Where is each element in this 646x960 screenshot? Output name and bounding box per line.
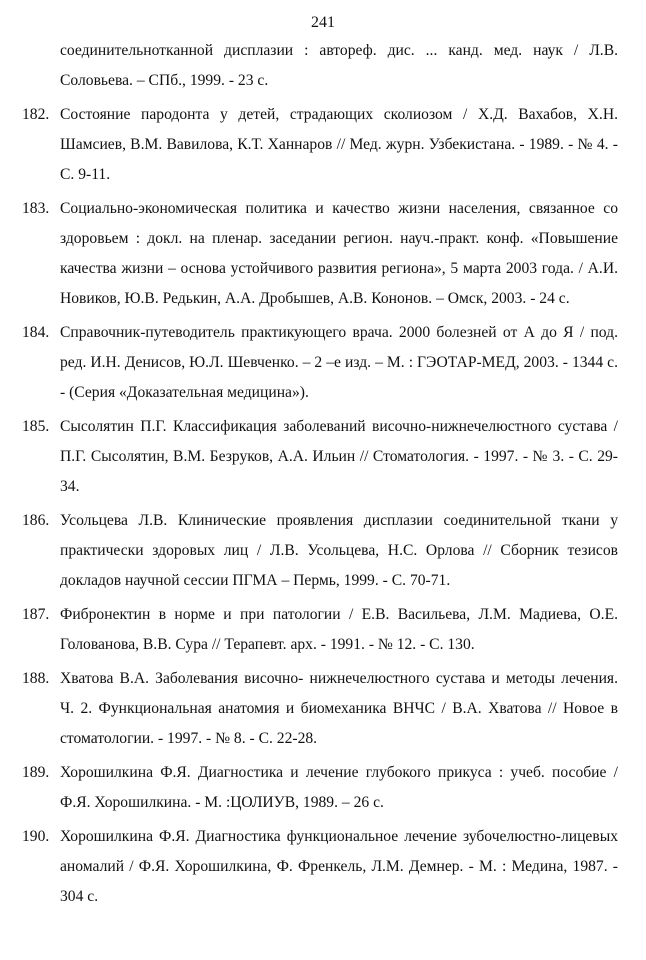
reference-text: Сысолятин П.Г. Классификация заболеваний височно-нижнечелюстного сустава / П.Г. Сысолятин, В.М. Безруков, А.А. Ильин // Стоматология. - 1997. - № 3. - С. 29-34.: [60, 418, 618, 495]
reference-text: соединительнотканной дисплазии : автореф. дис. ... канд. мед. наук / Л.В. Соловьева. – СПб., 1999. - 23 с.: [60, 42, 618, 89]
reference-item: [22, 194, 618, 314]
reference-text: Хватова В.А. Заболевания височно- нижнечелюстного сустава и методы лечения. Ч. 2. Функциональная анатомия и биомеханика ВНЧС / В.А. Хватова // Новое в стоматологии. - 1997. - № 8. - С. 22-28.: [60, 670, 618, 747]
reference-text: Хорошилкина Ф.Я. Диагностика и лечение глубокого прикуса : учеб. пособие / Ф.Я. Хорошилкина. - М. :ЦОЛИУВ, 1989. – 26 с.: [60, 764, 618, 811]
reference-text: Социально-экономическая политика и качество жизни населения, связанное со здоровьем : докл. на пленар. заседании регион. науч.-практ. конф. «Повышение качества жизни – основа устойчивого развития региона», 5 марта 2003 года. / А.И. Новиков, Ю.В. Редькин, А.А. Дробышев, А.В. Кононов. – Омск, 2003. - 24 с.: [60, 200, 618, 307]
reference-item: [22, 758, 618, 818]
reference-number: 188.: [22, 670, 50, 687]
reference-number: 184.: [22, 324, 50, 341]
reference-item: [22, 822, 618, 912]
reference-item: [22, 600, 618, 660]
reference-number: 190.: [22, 828, 50, 845]
reference-text: Фибронектин в норме и при патологии / Е.В. Васильева, Л.М. Мадиева, О.Е. Голованова, В.В. Сура // Терапевт. арх. - 1991. - № 12. - С. 130.: [60, 606, 618, 653]
reference-item: [22, 506, 618, 596]
reference-number: 185.: [22, 418, 50, 435]
reference-text: Состояние пародонта у детей, страдающих сколиозом / Х.Д. Вахабов, Х.Н. Шамсиев, В.М. Вавилова, К.Т. Ханнаров // Мед. журн. Узбекистана. - 1989. - № 4. - С. 9-11.: [60, 106, 618, 183]
reference-text: Хорошилкина Ф.Я. Диагностика функциональное лечение зубочелюстно-лицевых аномалий / Ф.Я. Хорошилкина, Ф. Френкель, Л.М. Демнер. - М. : Медина, 1987. - 304 с.: [60, 828, 618, 905]
reference-number: 186.: [22, 512, 50, 529]
reference-continuation: [22, 36, 618, 96]
reference-number: 189.: [22, 764, 50, 781]
reference-number: 183.: [22, 200, 50, 217]
reference-text: Усольцева Л.В. Клинические проявления дисплазии соединительной ткани у практически здоровых лиц / Л.В. Усольцева, Н.С. Орлова // Сборник тезисов докладов научной сессии ПГМА – Пермь, 1999. - С. 70-71.: [60, 512, 618, 589]
reference-list: [22, 36, 618, 916]
reference-text: Справочник-путеводитель практикующего врача. 2000 болезней от А до Я / под. ред. И.Н. Денисов, Ю.Л. Шевченко. – 2 –е изд. – М. : ГЭОТАР-МЕД, 2003. - 1344 с. - (Серия «Доказательная медицина»).: [60, 324, 618, 401]
page-number: 241: [311, 14, 335, 31]
reference-item: [22, 664, 618, 754]
reference-number: 187.: [22, 606, 50, 623]
reference-number: 182.: [22, 106, 50, 123]
reference-item: [22, 100, 618, 190]
reference-item: [22, 318, 618, 408]
reference-item: [22, 412, 618, 502]
